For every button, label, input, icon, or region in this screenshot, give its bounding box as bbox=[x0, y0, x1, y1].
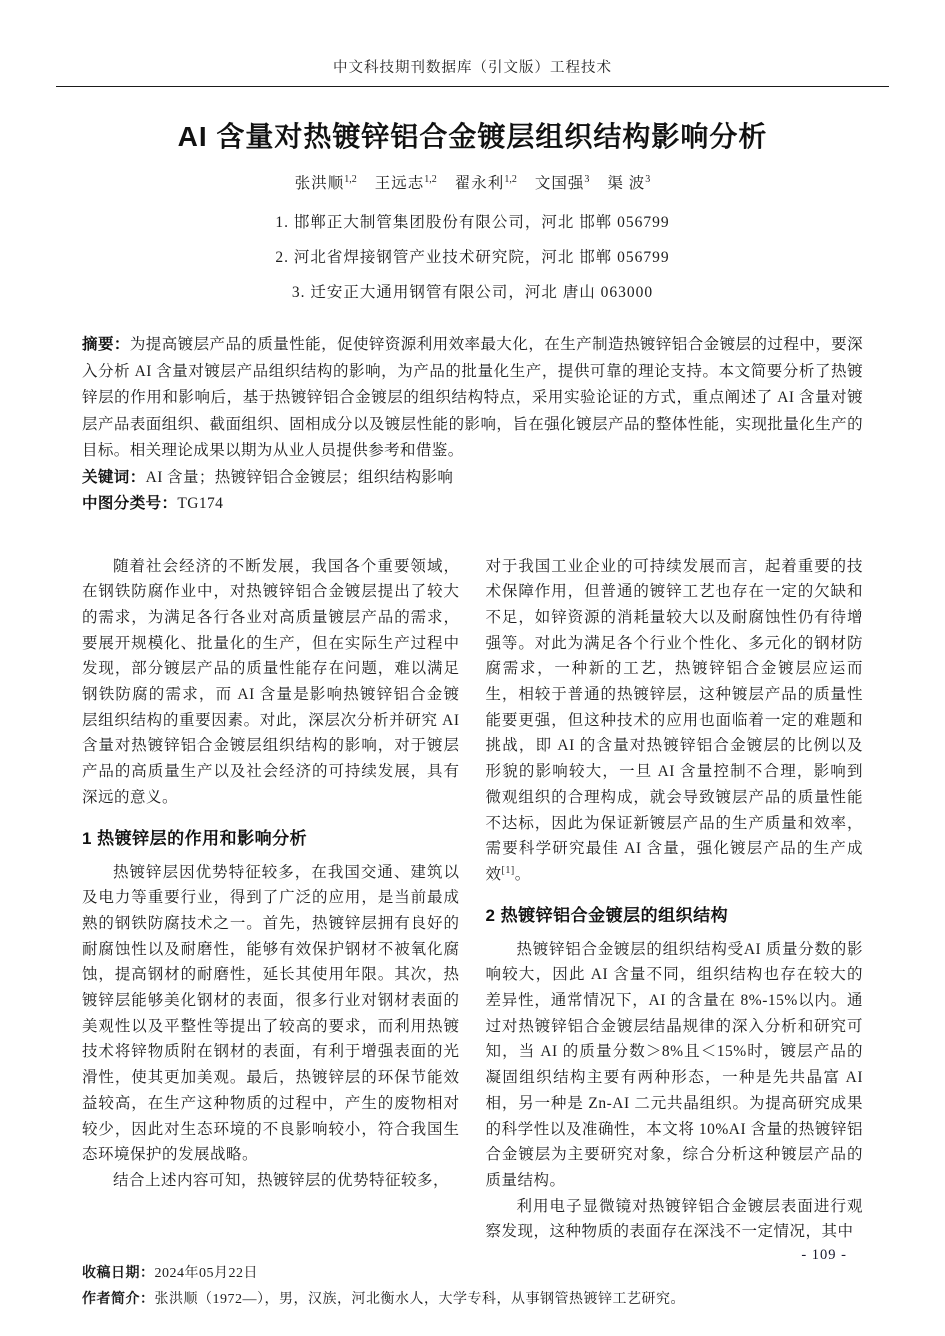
footnote-text: 2024年05月22日 bbox=[154, 1266, 258, 1282]
page-number: - 109 - bbox=[801, 1247, 847, 1263]
section-heading: 1 热镀锌层的作用和影响分析 bbox=[82, 828, 308, 848]
body-columns bbox=[82, 554, 863, 1246]
footnote-label: 收稿日期： bbox=[82, 1266, 155, 1282]
body-paragraph: 热镀锌层因优势特征较多，在我国交通、建筑以及电力等重要行业，得到了广泛的应用，是当前最成熟的钢铁防腐技术之一。首先，热镀锌层拥有良好的耐腐蚀性以及耐磨性，能够有效保护钢材不被氧化腐蚀，提高钢材的耐磨性，延长其使用年限。其次，热镀锌层能够美化钢材的表面，很多行业对钢材表面的美观性以及平整性等提出了较高的要求，而利用热镀技术将锌物质附在钢材的表面，有利于增强表面的光滑性，使其更加美观。最后，热镀锌层的环保节能效益较高，在生产这种物质的过程中，产生的废物相对较少，因此对生态环境的不良影响较小，符合我国生态环境保护的发展战略。 bbox=[82, 863, 460, 1164]
keywords-text: AI 含量；热镀锌铝合金镀层；组织结构影响 bbox=[145, 468, 454, 486]
body-paragraph: 随着社会经济的不断发展，我国各个重要领域，在钢铁防腐作业中，对热镀锌铝合金镀层提出了较大的需求，为满足各行各业对高质量镀层产品的需求，要展开规模化、批量化的生产，但在实际生产过程中发现，部分镀层产品的质量性能存在问题，难以满足钢铁防腐的需求，而 AI 含量是影响热镀锌铝合金镀层组织结构的重要因素。对此，深层次分析并研究 AI 含量对热镀锌铝合金镀层组织结构的影响，对于镀层产品的高质量生产以及社会经济的可持续发展，具有深远的意义。 bbox=[82, 557, 460, 806]
body-column-left bbox=[82, 554, 460, 1246]
footnote-text: 张洪顺（1972—），男，汉族，河北衡水人，大学专科，从事钢管热镀锌工艺研究。 bbox=[154, 1292, 685, 1308]
footnote-label: 作者简介： bbox=[82, 1292, 155, 1308]
citation-marker: [1] bbox=[501, 864, 515, 876]
body-paragraph: 对于我国工业企业的可持续发展而言，起着重要的技术保障作用，但普通的镀锌工艺也存在一定的欠缺和不足，如锌资源的消耗量较大以及耐腐蚀性仍有待增强等。对此为满足各个行业个性化、多元化的钢材防腐需求，一种新的工艺，热镀锌铝合金镀层应运而生，相较于普通的热镀锌层，这种镀层产品的质量性能要更强，但这种技术的应用也面临着一定的难题和挑战，即 AI 的含量对热镀锌铝合金镀层的比例以及形貌的影响较大，一旦 AI 含量控制不合理，影响到微观组织的合理构成，就会导致镀层产品的质量性能不达标，因此为保证新镀层产品的生产质量和效率，需要科学研究最佳 AI 含量，强化镀层产品的生产成效[1]。 bbox=[485, 557, 863, 883]
author-name: 张洪顺$^{1,2}$ bbox=[294, 173, 357, 192]
author-affiliation-marker: 1,2 bbox=[344, 173, 357, 185]
section-heading: 2 热镀锌铝合金镀层的组织结构 bbox=[485, 905, 729, 925]
clc-text: TG174 bbox=[177, 495, 224, 512]
footnotes bbox=[82, 1261, 863, 1313]
author-affiliation-marker: 1,2 bbox=[504, 173, 517, 185]
author-name: 文国强$^3$ bbox=[534, 173, 590, 192]
author-name: 渠 波$^3$ bbox=[607, 173, 651, 192]
author-affiliation-marker: 3 bbox=[584, 173, 590, 185]
author-name: 翟永利$^{1,2}$ bbox=[454, 173, 517, 192]
body-paragraph: 结合上述内容可知，热镀锌层的优势特征较多， bbox=[113, 1171, 450, 1189]
body-paragraph: 利用电子显微镜对热镀锌铝合金镀层表面进行观察发现，这种物质的表面存在深浅不一定情况，其中 bbox=[485, 1197, 863, 1241]
clc-number bbox=[82, 491, 863, 518]
affiliation-line: 3. 迁安正大通用钢管有限公司，河北 唐山 063000 bbox=[291, 284, 654, 301]
footnote-line bbox=[82, 1261, 863, 1287]
footnote-line bbox=[82, 1287, 863, 1313]
abstract-label: 摘要： bbox=[82, 336, 130, 353]
journal-header: 中文科技期刊数据库（引文版）工程技术 bbox=[333, 60, 612, 76]
header-divider bbox=[56, 86, 889, 87]
body-paragraph: 热镀锌铝合金镀层的组织结构受AI 质量分数的影响较大，因此 AI 含量不同，组织结构也存在较大的差异性，通常情况下，AI 的含量在 8%-15%以内。通过对热镀锌铝合金镀层结晶规律的深入分析和研究可知，当 AI 的质量分数＞8%且＜15%时，镀层产品的凝固组织结构主要有两种形态，一种是先共晶富 AI 相，另一种是 Zn-AI 二元共晶组织。为提高研究成果的科学性以及准确性，本文将 10%AI 含量的热镀锌铝合金镀层为主要研究对象，综合分析这种镀层产品的质量结构。 bbox=[485, 940, 863, 1189]
paper-title: AI 含量对热镀锌铝合金镀层组织结构影响分析 bbox=[177, 121, 768, 152]
affiliation-line: 2. 河北省焊接钢管产业技术研究院，河北 邯郸 056799 bbox=[275, 249, 670, 266]
abstract bbox=[82, 332, 863, 465]
author-affiliation-marker: 3 bbox=[645, 173, 651, 185]
paper-meta bbox=[82, 332, 863, 518]
affiliations bbox=[82, 205, 863, 310]
body-column-right bbox=[486, 554, 864, 1246]
keywords-label: 关键词： bbox=[82, 468, 146, 486]
keywords bbox=[82, 465, 863, 492]
author-affiliation-marker: 1,2 bbox=[424, 173, 437, 185]
authors-line bbox=[82, 171, 863, 193]
affiliation-line: 1. 邯郸正大制管集团股份有限公司，河北 邯郸 056799 bbox=[275, 214, 670, 231]
abstract-text: 为提高镀层产品的质量性能，促使锌资源利用效率最大化，在生产制造热镀锌铝合金镀层的过程中，要深入分析 AI 含量对镀层产品组织结构的影响，为产品的批量化生产，提供可靠的理论支持。本文简要分析了热镀锌层的作用和影响后，基于热镀锌铝合金镀层的组织结构特点，采用实验论证的方式，重点阐述了 AI 含量对镀层产品表面组织、截面组织、固相成分以及镀层性能的影响，旨在强化镀层产品的整体性能，实现批量化生产的目标。相关理论成果以期为从业人员提供参考和借鉴。 bbox=[82, 336, 864, 459]
author-name: 王远志$^{1,2}$ bbox=[374, 173, 437, 192]
clc-label: 中图分类号： bbox=[82, 495, 178, 512]
